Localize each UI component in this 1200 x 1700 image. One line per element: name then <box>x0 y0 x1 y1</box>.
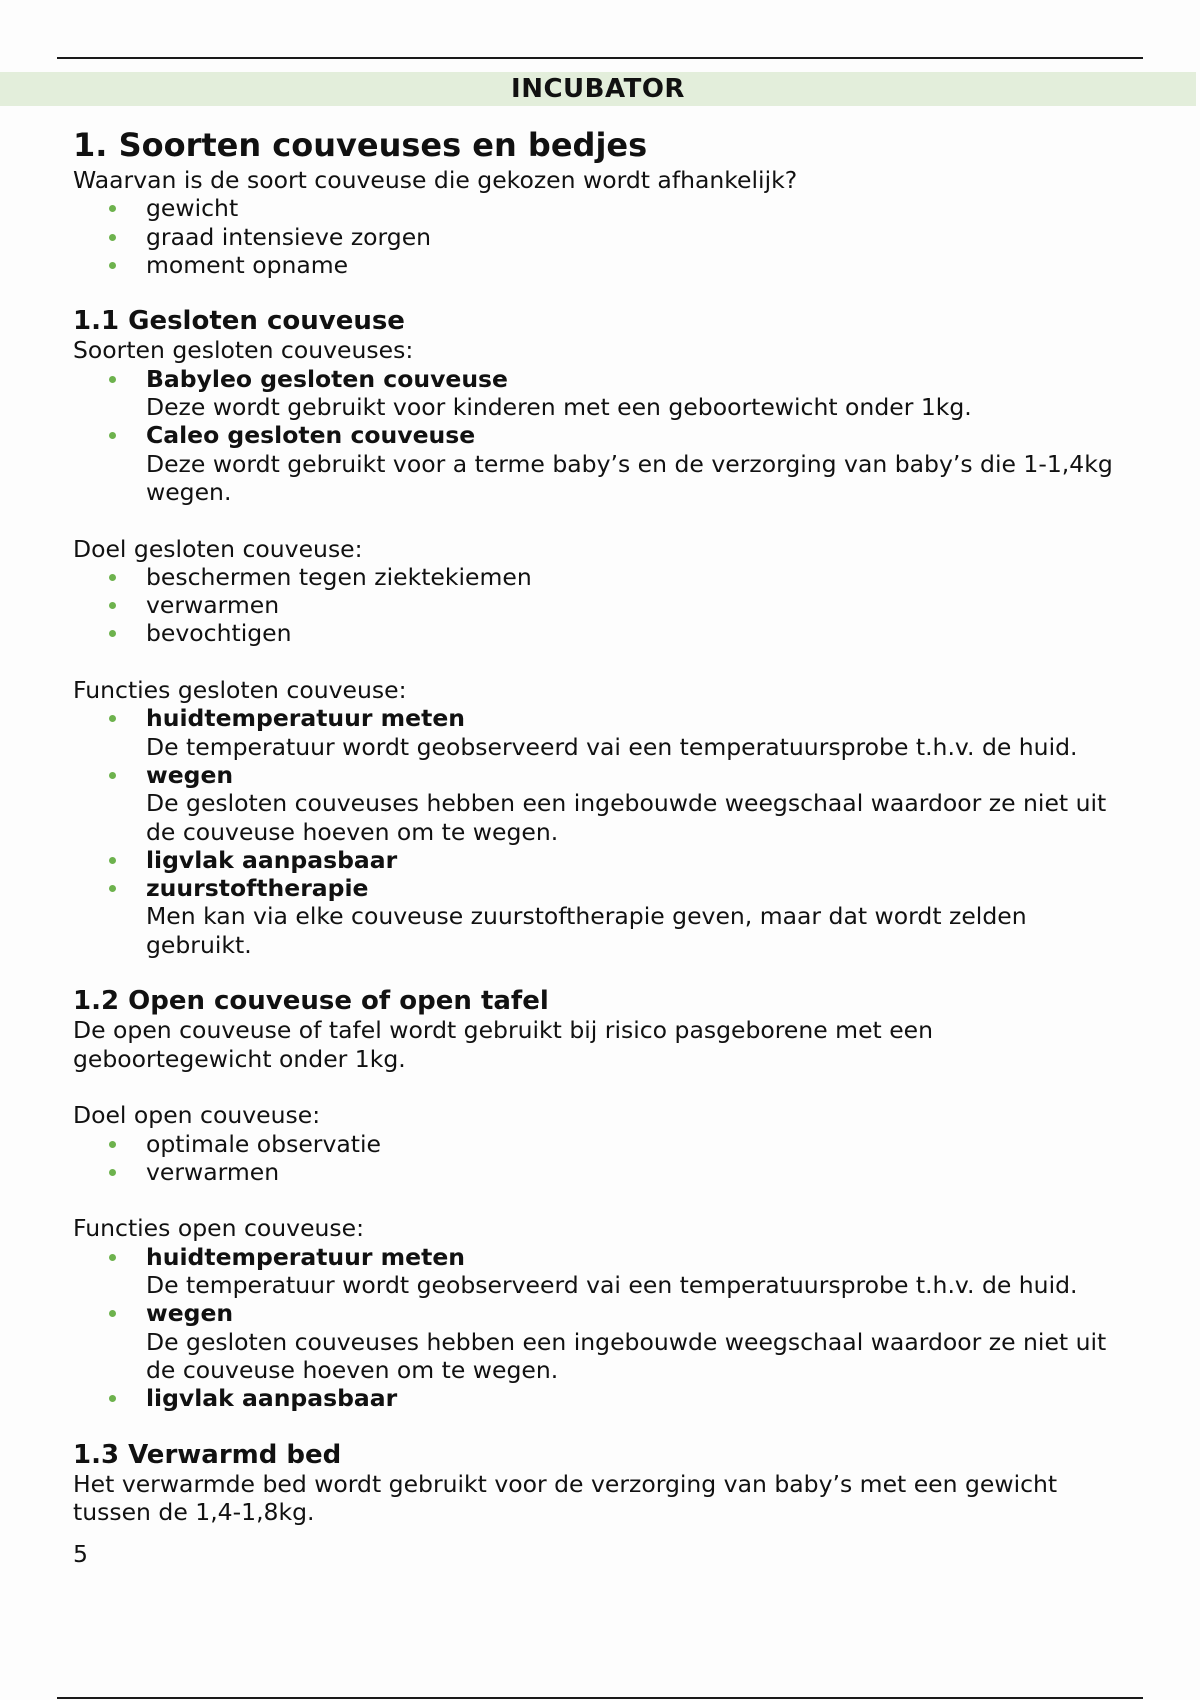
spacer <box>73 506 1133 534</box>
closed-goals-list <box>73 563 1133 648</box>
spacer <box>73 1073 1133 1101</box>
heated-bed-intro: Het verwarmde bed wordt gebruikt voor de verzorging van baby’s met een gewicht tussen de 1,4-1,8kg. <box>73 1469 1058 1527</box>
list-item: verwarmen <box>73 591 1133 619</box>
list-item: graad intensieve zorgen <box>73 223 1133 251</box>
list-item: verwarmen <box>73 1158 1133 1186</box>
list-item <box>73 421 1133 506</box>
item-term: huidtemperatuur meten <box>146 704 465 733</box>
list-item <box>73 704 1133 761</box>
list-item <box>73 1384 1133 1412</box>
open-functions-label: Functies open couveuse: <box>73 1214 365 1243</box>
closed-goals-label: Doel gesloten couveuse: <box>73 534 363 563</box>
list-item <box>73 874 1133 959</box>
document-header: INCUBATOR <box>0 72 1196 106</box>
section-1-intro: Waarvan is de soort couveuse die gekozen wordt afhankelijk? <box>73 166 798 194</box>
item-term: Caleo gesloten couveuse <box>146 421 476 450</box>
item-term: Babyleo gesloten couveuse <box>146 364 508 393</box>
closed-functions-list <box>73 704 1133 959</box>
closed-types-list <box>73 365 1133 506</box>
item-term: wegen <box>146 1299 234 1328</box>
bottom-rule <box>57 1697 1143 1699</box>
item-description: Men kan via elke couveuse zuurstoftherapie geven, maar dat wordt zelden gebruikt. <box>146 902 1027 959</box>
list-item: beschermen tegen ziektekiemen <box>73 563 1133 591</box>
section-1-2-heading: 1.2 Open couveuse of open tafel <box>73 986 549 1017</box>
item-term: wegen <box>146 760 234 789</box>
factors-list <box>73 194 1133 279</box>
open-goals-label: Doel open couveuse: <box>73 1101 321 1130</box>
spacer <box>73 648 1133 676</box>
item-description: De temperatuur wordt geobserveerd vai een temperatuursprobe t.h.v. de huid. <box>146 732 1078 761</box>
list-item <box>73 1299 1133 1384</box>
list-item: moment opname <box>73 251 1133 279</box>
item-term: zuurstoftherapie <box>146 874 369 903</box>
list-item: gewicht <box>73 194 1133 222</box>
section-1-3-heading: 1.3 Verwarmd bed <box>73 1439 342 1470</box>
item-description: De gesloten couveuses hebben een ingebouwde weegschaal waardoor ze niet uit de couveuse hoeven om te wegen. <box>146 1327 1107 1384</box>
closed-types-label: Soorten gesloten couveuses: <box>73 336 414 365</box>
list-item: bevochtigen <box>73 619 1133 647</box>
list-item <box>73 365 1133 422</box>
item-term: ligvlak aanpasbaar <box>146 845 398 874</box>
list-item: optimale observatie <box>73 1130 1133 1158</box>
section-1-heading: 1. Soorten couveuses en bedjes <box>73 126 648 164</box>
open-functions-list <box>73 1243 1133 1413</box>
item-description: De gesloten couveuses hebben een ingebouwde weegschaal waardoor ze niet uit de couveuse hoeven om te wegen. <box>146 789 1107 846</box>
open-intro: De open couveuse of tafel wordt gebruikt bij risico pasgeborene met een geboortegewicht onder 1kg. <box>73 1016 934 1073</box>
section-1-1-heading: 1.1 Gesloten couveuse <box>73 306 405 337</box>
item-term: huidtemperatuur meten <box>146 1242 465 1271</box>
spacer <box>73 959 1133 987</box>
spacer <box>73 279 1133 307</box>
spacer <box>73 1412 1133 1440</box>
list-item <box>73 1243 1133 1300</box>
open-goals-list <box>73 1130 1133 1187</box>
document-body <box>73 124 1133 1569</box>
closed-functions-label: Functies gesloten couveuse: <box>73 676 407 705</box>
item-description: Deze wordt gebruikt voor kinderen met een geboortewicht onder 1kg. <box>146 393 972 422</box>
page-number: 5 <box>73 1540 88 1569</box>
top-rule <box>57 57 1143 59</box>
list-item <box>73 761 1133 846</box>
item-term: ligvlak aanpasbaar <box>146 1384 398 1413</box>
list-item <box>73 846 1133 874</box>
spacer <box>73 1186 1133 1214</box>
item-description: Deze wordt gebruikt voor a terme baby’s en de verzorging van baby’s die 1-1,4kg wegen. <box>146 449 1113 506</box>
item-description: De temperatuur wordt geobserveerd vai een temperatuursprobe t.h.v. de huid. <box>146 1270 1078 1299</box>
